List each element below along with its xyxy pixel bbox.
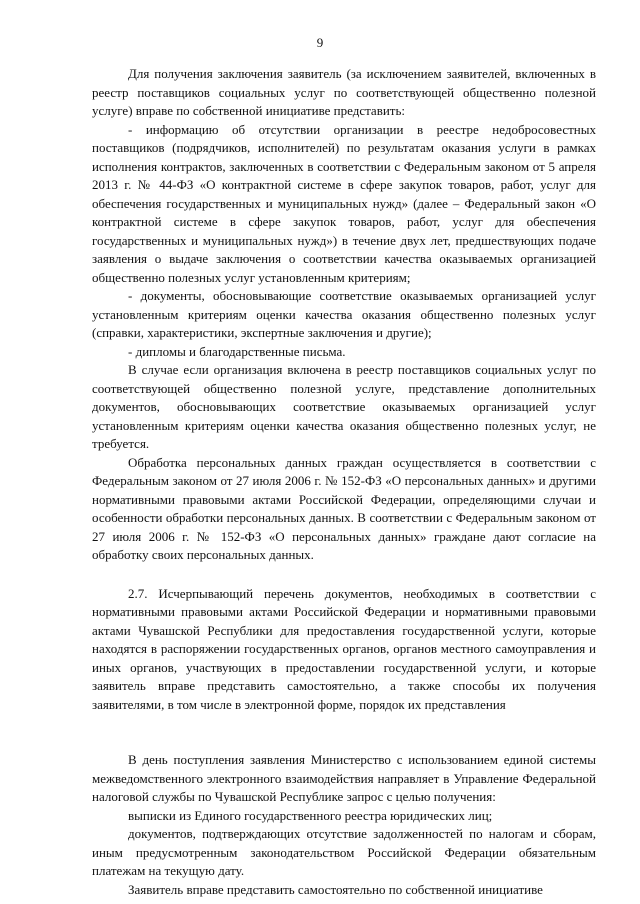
list-item-tax-documents: документов, подтверждающих отсутствие задолженностей по налогам и сборам, иным предусмотренным законодательством Российской Федерации обязательным платежам на текущую дату. xyxy=(92,826,596,878)
paragraph-applicant-right: Заявитель вправе представить самостоятельно по собственной инициативе xyxy=(128,881,543,897)
section-heading-2-7: 2.7. Исчерпывающий перечень документов, необходимых в соответствии с нормативными правовыми актами Российской Федерации и нормативными правовыми актами Чувашской Республики для предоставления государственной услуги, которые находятся в распоряжении государственных органов, органов местного самоуправления и иных органов, участвующих в предоставлении государственной услуги, и которые заявитель вправе представить самостоятельно, а также способы их получения заявителями, в том числе в электронной форме, порядок их представления xyxy=(92,585,596,712)
list-item-diplomas: - дипломы и благодарственные письма. xyxy=(128,343,346,359)
list-item-egrul-extract: выписки из Единого государственного реестра юридических лиц; xyxy=(128,807,493,823)
paragraph-interagency-request: В день поступления заявления Министерство с использованием единой системы межведомственного электронного взаимодействия направляет в Управление Федеральной налоговой службы по Чувашской Республике запрос с целью получения: xyxy=(92,752,596,804)
list-item-registry-info: - информацию об отсутствии организации в реестре недобросовестных поставщиков (подрядчиков, исполнителей) по результатам оказания услуги в рамках исполнения контрактов, заключенных в соответствии с Федеральным законом от 5 апреля 2013 г. № 44-ФЗ «О контрактной системе в сфере закупок товаров, работ, услуг для обеспечения государственных и муниципальных нужд» (далее – Федеральный закон «О контрактной системе в сфере закупок товаров, работ, услуг для обеспечения государственных и муниципальных нужд») в течение двух лет, предшествующих подаче заявления о выдаче заключения о соответствии качества оказываемых организацией общественно полезных услуг установленным критериям; xyxy=(92,121,596,285)
paragraph-registry-exception: В случае если организация включена в реестр поставщиков социальных услуг по соответствующей общественно полезной услуге, представление дополнительных документов, обосновывающих соответствие оказываемых организацией услуг установленным критериям оценки качества оказания общественно полезных услуг, не требуется. xyxy=(92,362,596,451)
list-item-quality-documents: - документы, обосновывающие соответствие оказываемых организацией услуг установленным критериям оценки качества оказания общественно полезных услуг (справки, характеристики, экспертные заключения и другие); xyxy=(92,288,596,340)
paragraph-intro: Для получения заключения заявитель (за исключением заявителей, включенных в реестр поставщиков социальных услуг по соответствующей общественно полезной услуге) вправе по собственной инициативе представить: xyxy=(92,66,596,118)
page-number: 9 xyxy=(316,35,324,50)
document-body xyxy=(92,65,596,899)
paragraph-personal-data: Обработка персональных данных граждан осуществляется в соответствии с Федеральным законом от 27 июля 2006 г. № 152-ФЗ «О персональных данных» и другими нормативными правовыми актами Российской Федерации, определяющими случаи и особенности обработки персональных данных. В соответствии с Федеральным законом от 27 июля 2006 г. № 152-ФЗ «О персональных данных» граждане дают согласие на обработку своих персональных данных. xyxy=(92,454,596,562)
